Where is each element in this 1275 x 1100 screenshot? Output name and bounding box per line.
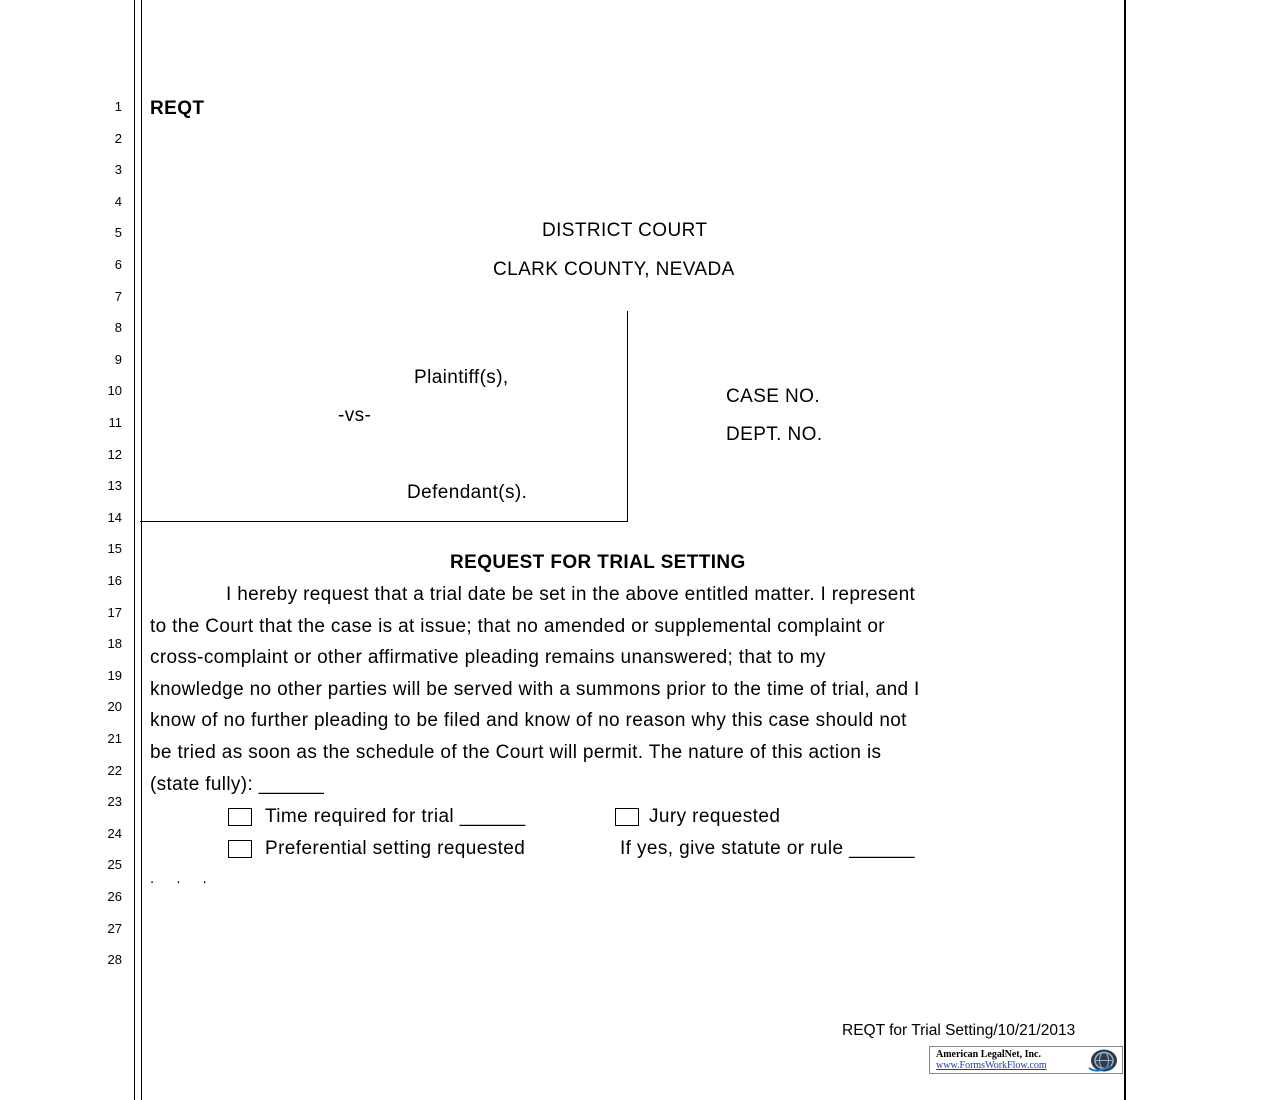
line-number: 18 bbox=[107, 636, 122, 652]
line-number: 2 bbox=[114, 130, 122, 146]
paragraph-line: (state fully): ______ bbox=[150, 773, 325, 795]
paragraph-line: to the Court that the case is at issue; that no amended or supplemental complaint or bbox=[150, 615, 885, 637]
globe-logo-icon bbox=[1085, 1048, 1119, 1073]
line-number: 5 bbox=[114, 225, 122, 241]
case-number-label: CASE NO. bbox=[726, 386, 820, 407]
line-number: 10 bbox=[107, 383, 122, 399]
left-margin-rule-outer bbox=[134, 0, 135, 1100]
logo-company-name: American LegalNet, Inc. bbox=[936, 1049, 1041, 1060]
defendant-label: Defendant(s). bbox=[407, 482, 528, 503]
left-margin-rule-inner bbox=[141, 0, 142, 1100]
paragraph-line: cross-complaint or other affirmative pleading remains unanswered; that to my bbox=[150, 647, 826, 669]
line-number: 20 bbox=[107, 699, 122, 715]
line-number: 22 bbox=[107, 762, 122, 778]
preferential-setting-checkbox[interactable] bbox=[228, 840, 252, 858]
logo-url-link[interactable]: www.FormsWorkFlow.com bbox=[936, 1060, 1047, 1071]
jury-requested-checkbox[interactable] bbox=[615, 808, 639, 826]
line-number: 9 bbox=[114, 351, 122, 367]
line-number: 3 bbox=[114, 162, 122, 178]
footer-form-label: REQT for Trial Setting/10/21/2013 bbox=[842, 1022, 1076, 1039]
time-required-label: Time required for trial ______ bbox=[265, 806, 526, 827]
line-number: 21 bbox=[107, 731, 122, 746]
court-name: DISTRICT COURT bbox=[542, 220, 708, 241]
dept-number-label: DEPT. NO. bbox=[726, 424, 823, 445]
continuation-ellipsis: . . . bbox=[150, 870, 216, 887]
line-number: 13 bbox=[107, 478, 122, 494]
line-number: 4 bbox=[114, 193, 122, 209]
paragraph-line: be tried as soon as the schedule of the Court will permit. The nature of this action is bbox=[150, 741, 882, 763]
line-number: 26 bbox=[107, 889, 122, 904]
line-number: 12 bbox=[107, 446, 122, 462]
line-number: 11 bbox=[108, 415, 122, 430]
paragraph-line: knowledge no other parties will be served with a summons prior to the time of trial, and I bbox=[150, 678, 920, 700]
jury-requested-label: Jury requested bbox=[649, 806, 781, 827]
plaintiff-label: Plaintiff(s), bbox=[414, 367, 509, 388]
line-number: 16 bbox=[107, 573, 122, 588]
paragraph-line: know of no further pleading to be filed and know of no reason why this case should not bbox=[150, 710, 907, 732]
line-number: 19 bbox=[107, 667, 122, 683]
statute-label: If yes, give statute or rule ______ bbox=[620, 838, 915, 859]
line-number: 28 bbox=[107, 952, 122, 968]
caption-divider-horizontal bbox=[140, 521, 628, 522]
preferential-setting-label: Preferential setting requested bbox=[265, 838, 526, 859]
publisher-logo[interactable] bbox=[929, 1046, 1123, 1074]
line-number: 7 bbox=[114, 288, 122, 304]
line-number: 23 bbox=[107, 794, 122, 810]
right-margin-rule bbox=[1124, 0, 1126, 1100]
line-number: 24 bbox=[107, 825, 122, 841]
time-required-checkbox[interactable] bbox=[228, 808, 252, 826]
line-number: 14 bbox=[107, 509, 122, 525]
paragraph-line: I hereby request that a trial date be set in the above entitled matter. I represent bbox=[226, 584, 916, 605]
versus-label: -vs- bbox=[338, 405, 372, 426]
caption-divider-vertical bbox=[627, 311, 628, 522]
court-jurisdiction: CLARK COUNTY, NEVADA bbox=[493, 259, 735, 280]
line-number: 17 bbox=[107, 604, 122, 620]
line-number: 6 bbox=[114, 257, 122, 272]
line-number: 8 bbox=[114, 320, 122, 336]
line-number: 15 bbox=[107, 541, 122, 557]
request-paragraph bbox=[150, 579, 1125, 800]
line-number: 27 bbox=[107, 920, 122, 936]
line-number: 25 bbox=[107, 857, 122, 873]
document-title: REQUEST FOR TRIAL SETTING bbox=[450, 552, 746, 573]
form-code: REQT bbox=[150, 98, 205, 119]
line-number: 1 bbox=[114, 99, 122, 114]
